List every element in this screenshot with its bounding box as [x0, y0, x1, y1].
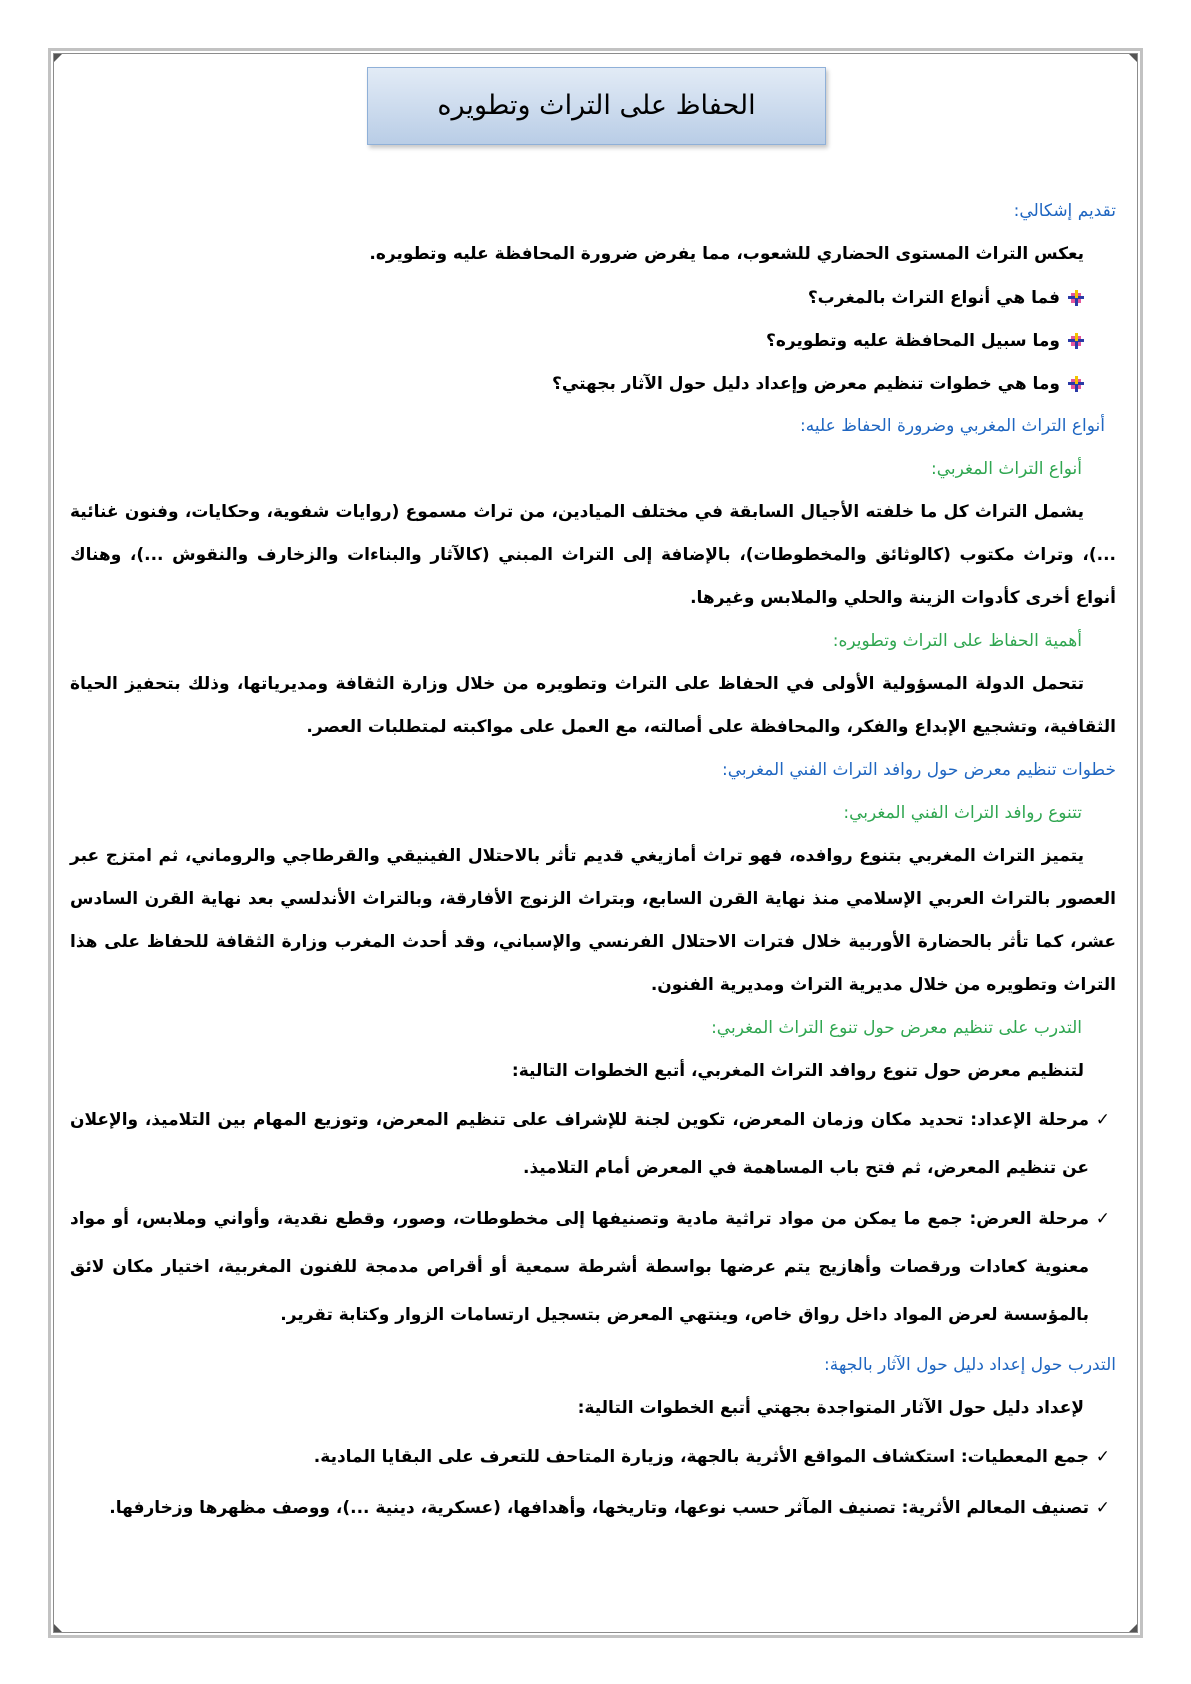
checkmark-icon: [1089, 1484, 1116, 1532]
heritage-types-section: [70, 405, 1116, 749]
intro-section: [70, 190, 1116, 405]
question-text: وما سبيل المحافظة عليه وتطويره؟: [766, 330, 1060, 351]
heritage-types-paragraph: يشمل التراث كل ما خلفته الأجيال السابقة في مختلف الميادين، من تراث مسموع (روايات شفوية، وحكايات، وفنون غنائية ...)، وتراث مكتوب (كالوثائق والمخطوطات)، بالإضافة إلى التراث المبني (كالآثار والبناءات والزخارف والنقوش ...)، وهناك أنواع أخرى كأدوات الزينة والحلي والملابس وغيرها.: [70, 502, 1116, 608]
guide-section: [70, 1344, 1116, 1532]
step-text: مرحلة العرض: جمع ما يمكن من مواد تراثية مادية وتصنيفها إلى مخطوطات، وصور، وقطع نقدية، وأواني وملابس، أو مواد معنوية كعادات ورقصات وأهازيج يتم عرضها بواسطة أشرطة سمعية أو أقراص مدمجة للفنون المغربية، اختيار مكان لائق بالمؤسسة لعرض المواد داخل رواق خاص، وينتهي المعرض بتسجيل ارتسامات الزوار وكتابة تقرير.: [70, 1209, 1089, 1325]
exhibition-steps-intro: لتنظيم معرض حول تنوع روافد التراث المغربي، أتبع الخطوات التالية:: [511, 1061, 1084, 1081]
subsection-heading: أهمية الحفاظ على التراث وتطويره:: [832, 631, 1082, 651]
subsection-heading: أنواع التراث المغربي:: [931, 459, 1082, 479]
title-box: [367, 67, 826, 145]
step-item: [70, 1195, 1116, 1339]
question-item: [70, 319, 1116, 362]
guide-steps-intro: لإعداد دليل حول الآثار المتواجدة بجهتي أتبع الخطوات التالية:: [577, 1398, 1084, 1418]
heritage-importance-paragraph: تتحمل الدولة المسؤولية الأولى في الحفاظ على التراث وتطويره من خلال وزارة الثقافة ومديرياتها، وذلك بتحفيز الحياة الثقافية، وتشجيع الإبداع والفكر، والمحافظة على أصالته، مع العمل على مواكبته لمتطلبات العصر.: [70, 674, 1116, 737]
corner-ornament-bottom-left: [54, 1624, 62, 1632]
corner-ornament-bottom-right: [1129, 1624, 1137, 1632]
heritage-diversity-paragraph: يتميز التراث المغربي بتنوع روافده، فهو تراث أمازيغي قديم تأثر بالاحتلال الفينيقي والقرطاجي والروماني، ثم امتزج عبر العصور بالتراث العربي الإسلامي منذ نهاية القرن السابع، وبتراث الزنوج الأفارقة، وبالتراث الأندلسي بعد نهاية القرن السادس عشر، كما تأثر بالحضارة الأوربية خلال فترات الاحتلال الفرنسي والإسباني، وقد أحدث المغرب وزارة الثقافة للحفاظ على هذا التراث وتطويره من خلال مديرية التراث ومديرية الفنون.: [70, 846, 1116, 995]
intro-heading: تقديم إشكالي:: [1013, 201, 1116, 221]
cross-bullet-icon: [1068, 333, 1084, 349]
intro-paragraph: يعكس التراث المستوى الحضاري للشعوب، مما يفرض ضرورة المحافظة عليه وتطويره.: [369, 244, 1084, 264]
cross-bullet-icon: [1068, 376, 1084, 392]
step-text: مرحلة الإعداد: تحديد مكان وزمان المعرض، تكوين لجنة للإشراف على تنظيم المعرض، وتوزيع المهام بين التلاميذ، والإعلان عن تنظيم المعرض، ثم فتح باب المساهمة في المعرض أمام التلاميذ.: [70, 1110, 1089, 1178]
question-item: [70, 276, 1116, 319]
step-text: تصنيف المعالم الأثرية: تصنيف المآثر حسب نوعها، وتاريخها، وأهدافها، (عسكرية، دينية ...)، ووصف مظهرها وزخارفها.: [109, 1498, 1089, 1518]
step-item: [70, 1096, 1116, 1192]
question-text: فما هي أنواع التراث بالمغرب؟: [807, 287, 1060, 308]
corner-ornament-top-right: [1129, 54, 1137, 62]
checkmark-icon: [1089, 1433, 1116, 1481]
step-item: [70, 1433, 1116, 1481]
section-heading: التدرب حول إعداد دليل حول الآثار بالجهة:: [824, 1355, 1116, 1375]
checkmark-icon: [1089, 1096, 1116, 1192]
exhibition-section: [70, 749, 1116, 1339]
page-title: الحفاظ على التراث وتطويره: [437, 90, 756, 121]
cross-bullet-icon: [1068, 290, 1084, 306]
step-item: [70, 1484, 1116, 1532]
subsection-heading: التدرب على تنظيم معرض حول تنوع التراث المغربي:: [711, 1018, 1082, 1038]
question-text: وما هي خطوات تنظيم معرض وإعداد دليل حول الآثار بجهتي؟: [552, 373, 1060, 394]
section-heading: خطوات تنظيم معرض حول روافد التراث الفني المغربي:: [722, 760, 1116, 780]
question-item: [70, 362, 1116, 405]
subsection-heading: تتنوع روافد التراث الفني المغربي:: [843, 803, 1082, 823]
section-heading: أنواع التراث المغربي وضرورة الحفاظ عليه:: [800, 416, 1105, 436]
lesson-content: [70, 190, 1116, 1532]
step-text: جمع المعطيات: استكشاف المواقع الأثرية بالجهة، وزيارة المتاحف للتعرف على البقايا المادية.: [313, 1447, 1089, 1467]
checkmark-icon: [1089, 1195, 1116, 1339]
corner-ornament-top-left: [54, 54, 62, 62]
